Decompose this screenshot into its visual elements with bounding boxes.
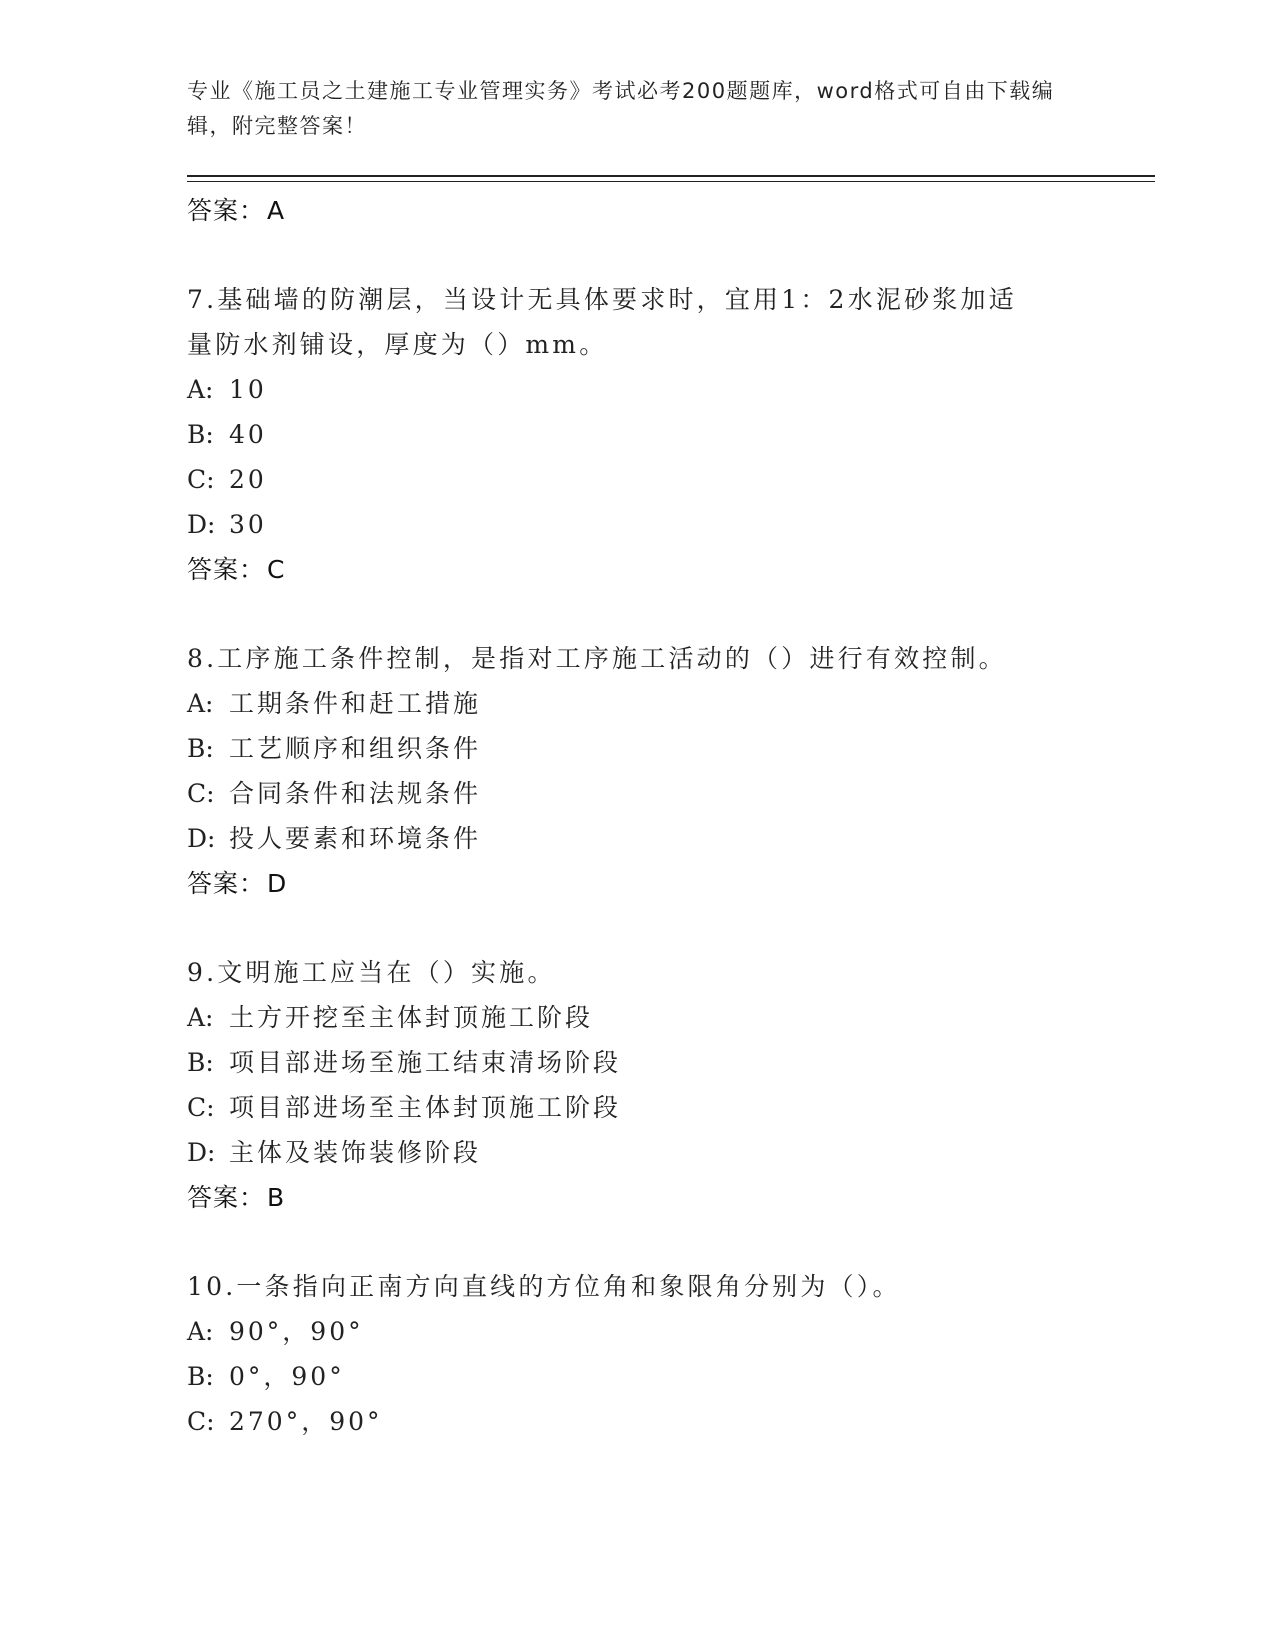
- answer-line: [187, 547, 1087, 593]
- spacer: [187, 907, 1087, 950]
- option-text: 合同条件和法规条件: [229, 779, 482, 808]
- option-c: [187, 771, 1087, 816]
- option-key: A:: [187, 1003, 214, 1032]
- option-key: A:: [187, 689, 214, 718]
- option-text: 土方开挖至主体封顶施工阶段: [229, 1003, 594, 1032]
- question-list: [187, 188, 1087, 1444]
- answer-value: C: [267, 555, 286, 584]
- option-key: B:: [187, 1048, 214, 1077]
- option-key: A:: [187, 1317, 214, 1346]
- spacer: [187, 593, 1087, 636]
- option-text: 40: [229, 420, 267, 449]
- option-key: A:: [187, 375, 214, 404]
- answer-label: 答案：: [187, 196, 266, 225]
- document-header: 专业《施工员之土建施工专业管理实务》考试必考200题题库，word格式可自由下载编辑，附完整答案！: [187, 79, 1055, 138]
- header-divider-thin: [187, 181, 1155, 182]
- question-7: [187, 277, 1087, 593]
- option-a: [187, 1309, 1087, 1354]
- option-c: [187, 1399, 1087, 1444]
- question-10: [187, 1264, 1087, 1444]
- option-key: C:: [187, 465, 215, 494]
- question-8: [187, 636, 1087, 907]
- option-c: [187, 457, 1087, 502]
- question-stem: 8.工序施工条件控制，是指对工序施工活动的（）进行有效控制。: [187, 644, 1007, 673]
- option-text: 主体及装饰装修阶段: [229, 1138, 482, 1167]
- option-key: B:: [187, 734, 214, 763]
- option-key: D:: [187, 824, 216, 853]
- spacer: [187, 1221, 1087, 1264]
- answer-value: B: [267, 1183, 286, 1212]
- option-text: 工期条件和赶工措施: [229, 689, 482, 718]
- option-c: [187, 1085, 1087, 1130]
- answer-line: [187, 1175, 1087, 1221]
- option-text: 项目部进场至施工结束清场阶段: [229, 1048, 622, 1077]
- option-text: 10: [229, 375, 267, 404]
- option-text: 投人要素和环境条件: [229, 824, 482, 853]
- option-b: [187, 1040, 1087, 1085]
- spacer: [187, 234, 1087, 277]
- question-stem: 10.一条指向正南方向直线的方位角和象限角分别为（）。: [187, 1272, 901, 1301]
- option-a: [187, 367, 1087, 412]
- answer-label: 答案：: [187, 1183, 266, 1212]
- option-key: C:: [187, 1093, 215, 1122]
- option-text: 90°，90°: [229, 1317, 364, 1346]
- answer-line: [187, 861, 1087, 907]
- option-key: C:: [187, 779, 215, 808]
- answer-value: D: [267, 869, 288, 898]
- answer-label: 答案：: [187, 869, 266, 898]
- question-stem: 7.基础墙的防潮层，当设计无具体要求时，宜用1：2水泥砂浆加适量防水剂铺设，厚度为（）mm。: [187, 285, 1017, 359]
- option-b: [187, 412, 1087, 457]
- answer-label: 答案：: [187, 555, 266, 584]
- option-b: [187, 1354, 1087, 1399]
- answer-line: [187, 188, 1087, 234]
- option-text: 30: [229, 510, 267, 539]
- option-a: [187, 995, 1087, 1040]
- option-text: 0°，90°: [229, 1362, 345, 1391]
- option-key: D:: [187, 1138, 216, 1167]
- option-key: D:: [187, 510, 216, 539]
- question-stem: 9.文明施工应当在（）实施。: [187, 958, 556, 987]
- answer-value: A: [267, 196, 286, 225]
- option-key: B:: [187, 420, 214, 449]
- option-b: [187, 726, 1087, 771]
- header-divider-thick: [187, 175, 1155, 177]
- question-9: [187, 950, 1087, 1221]
- option-text: 工艺顺序和组织条件: [229, 734, 482, 763]
- option-key: C:: [187, 1407, 215, 1436]
- option-d: [187, 1130, 1087, 1175]
- option-d: [187, 502, 1087, 547]
- option-d: [187, 816, 1087, 861]
- option-key: B:: [187, 1362, 214, 1391]
- option-text: 270°，90°: [229, 1407, 383, 1436]
- option-text: 20: [229, 465, 267, 494]
- option-text: 项目部进场至主体封顶施工阶段: [229, 1093, 622, 1122]
- option-a: [187, 681, 1087, 726]
